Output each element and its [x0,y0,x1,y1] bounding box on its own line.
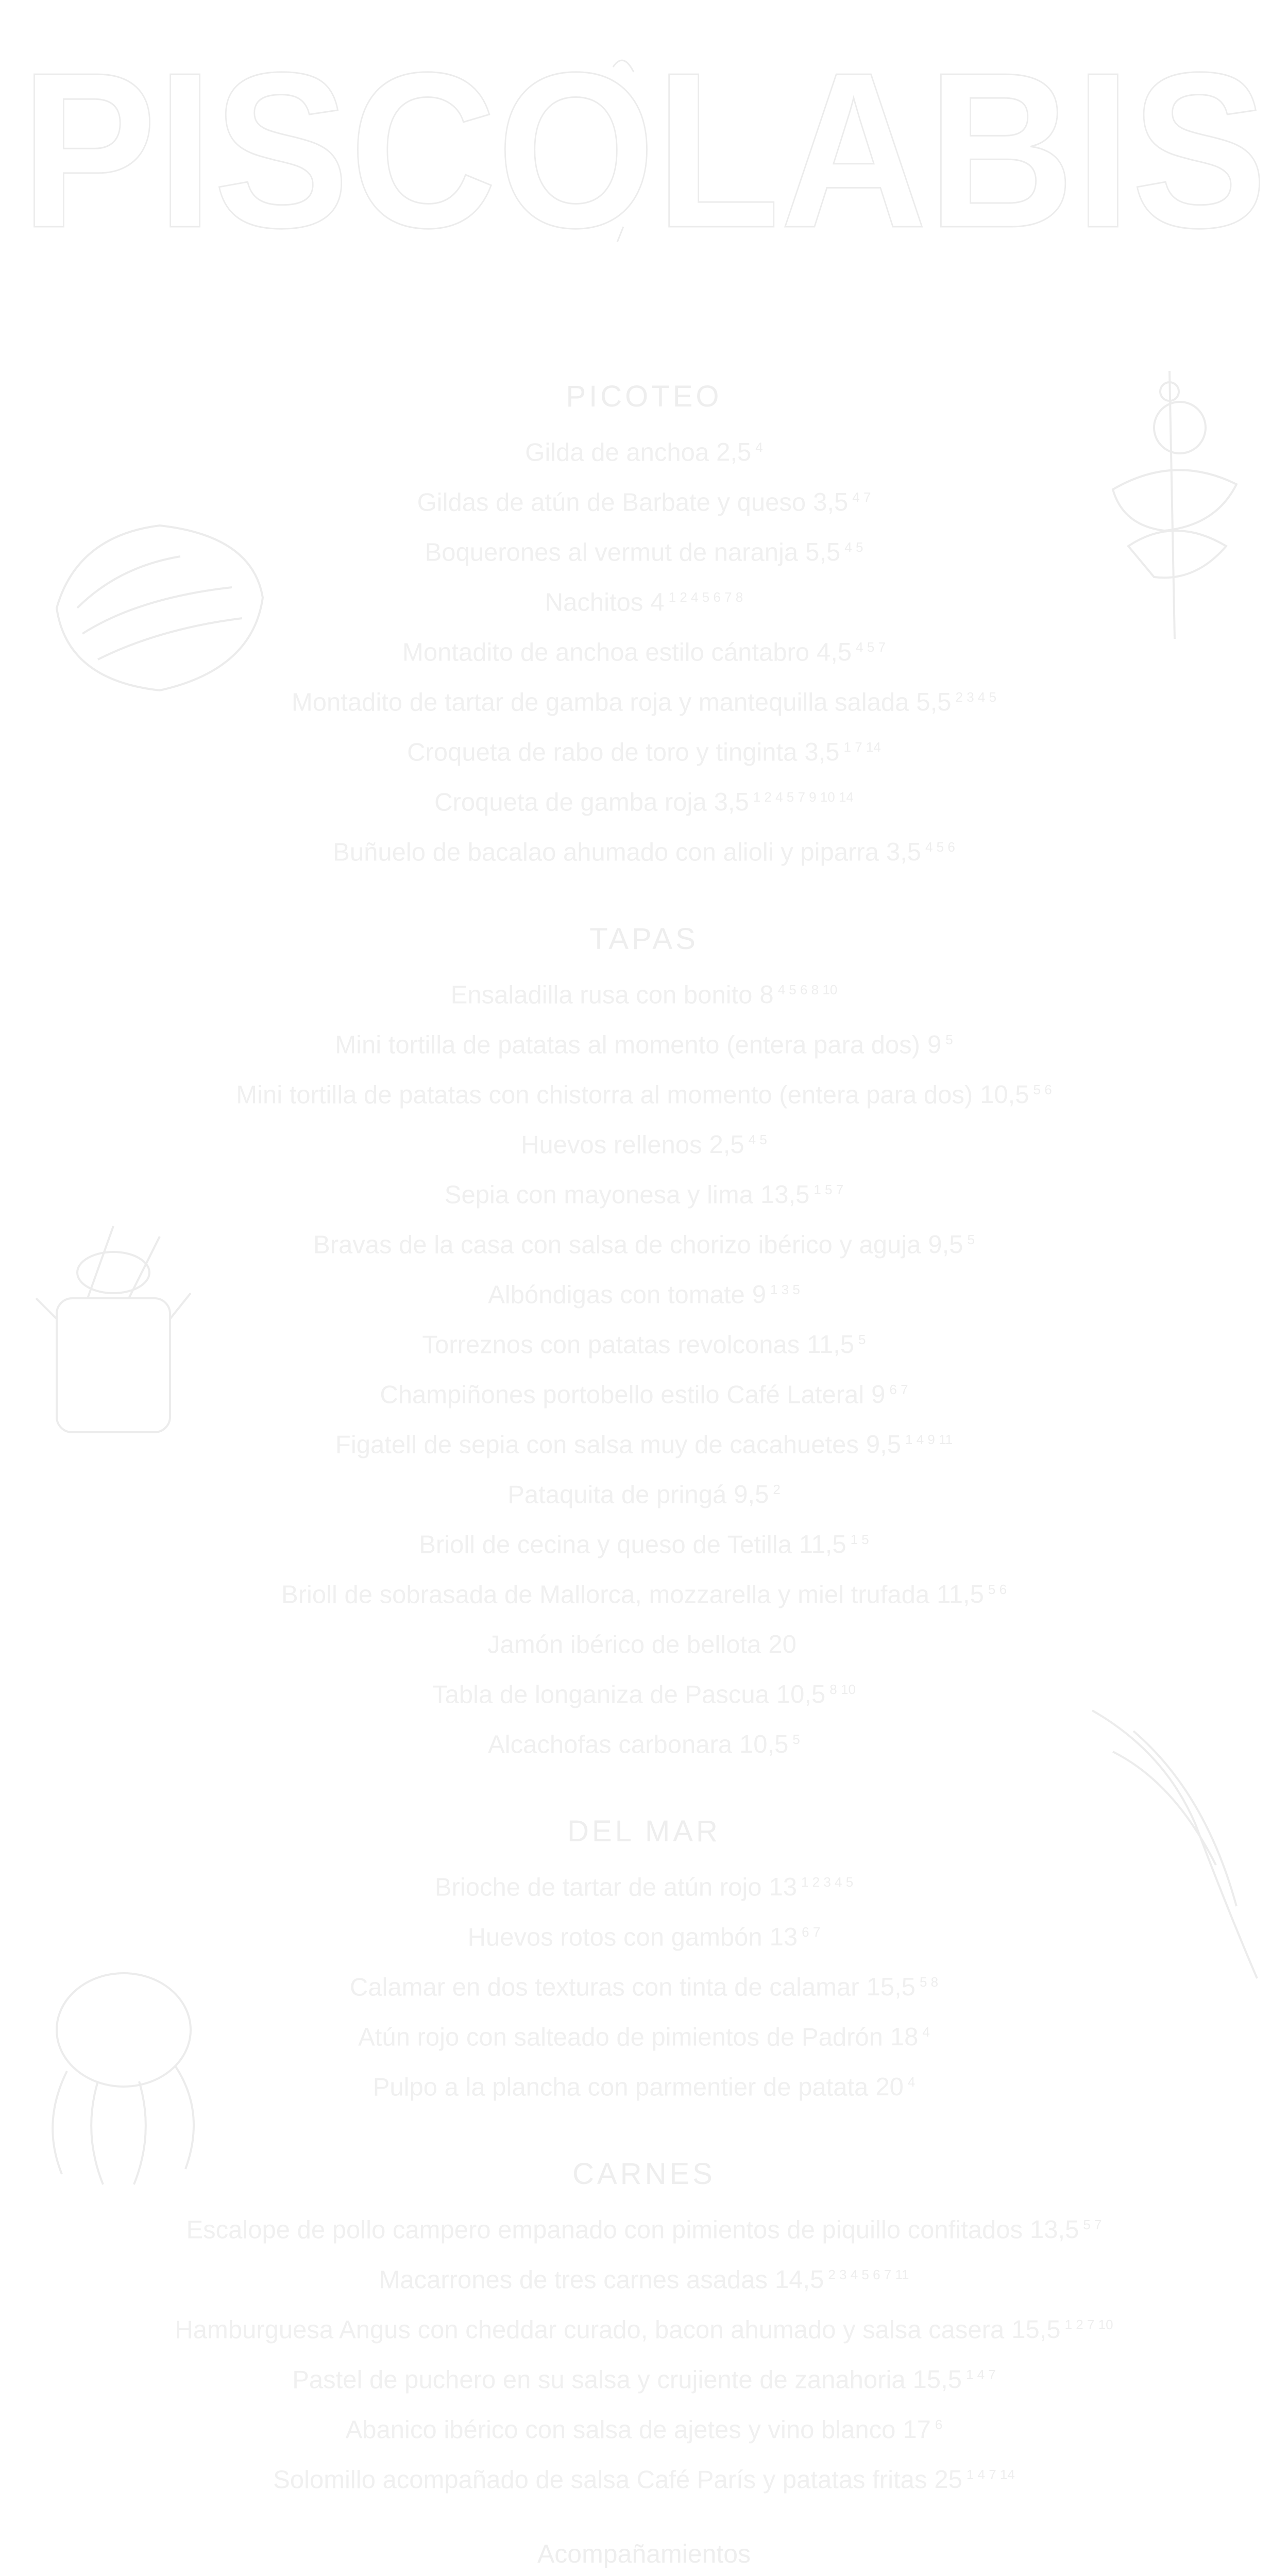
menu-item: Buñuelo de bacalao ahumado con alioli y piparra 3,5 $^{4 5 6}$ [333,838,955,867]
section-title: PICOTEO [566,380,722,413]
section-title: CARNES [572,2157,716,2191]
menu-item: Montadito de anchoa estilo cántabro 4,5 $^{4 5 7}$ [402,638,886,667]
menu-item: Figatell de sepia con salsa muy de cacahuetes 9,5 $^{1 4 9 11}$ [335,1431,953,1459]
menu-item: Alcachofas carbonara 10,5 $^5$ [488,1731,800,1759]
menu-item: Croqueta de gamba roja 3,5 $^{1 2 4 5 7 9 10 14}$ [434,788,854,817]
section-del-mar [0,1806,1288,2107]
menu-item: Pataquita de pringá 9,5 $^2$ [507,1481,781,1509]
menu-item: Escalope de pollo campero empanado con pimientos de piquillo confitados 13,5 $^{5 7}$ [186,2216,1102,2244]
menu-item: Brioll de sobrasada de Mallorca, mozzarella y miel trufada 11,5 $^{5 6}$ [281,1581,1007,1609]
menu-item: Boquerones al vermut de naranja 5,5 $^{4 5}$ [425,538,863,567]
menu-item: Macarrones de tres carnes asadas 14,5 $^{2 3 4 5 6 7 11}$ [379,2266,909,2294]
menu-item: Pastel de puchero en su salsa y crujiente de zanahoria 15,5 $^{1 4 7}$ [292,2366,996,2394]
menu-item: Brioll de cecina y queso de Tetilla 11,5 $^{1 5}$ [419,1531,869,1559]
menu-item: Mini tortilla de patatas con chistorra al momento (entera para dos) 10,5 $^{5 6}$ [236,1081,1052,1109]
logo-text: PISCOLABIS [21,57,1267,242]
menu-item: Solomillo acompañado de salsa Café París y patatas fritas 25 $^{1 4 7 14}$ [273,2466,1015,2494]
menu-item: Atún rojo con salteado de pimientos de Padrón 18 $^4$ [358,2023,930,2052]
menu-item: Brioche de tartar de atún rojo 13 $^{1 2 3 4 5}$ [434,1873,854,1902]
menu-item: Mini tortilla de patatas al momento (entera para dos) 9 $^5$ [335,1031,953,1059]
menu-item: Hamburguesa Angus con cheddar curado, bacon ahumado y salsa casera 15,5 $^{1 2 7 10}$ [175,2316,1113,2344]
menu-item: Gilda de anchoa 2,5 $^4$ [525,438,763,467]
menu-item: Tabla de longaniza de Pascua 10,5 $^{8 10}$ [432,1681,856,1709]
menu-item: Calamar en dos texturas con tinta de calamar 15,5 $^{5 8}$ [349,1973,939,2002]
section-carnes [0,2148,1288,2500]
menu-item: Huevos rellenos 2,5 $^{4 5}$ [521,1131,767,1159]
menu-item: Nachitos 4 $^{1 2 4 5 6 7 8}$ [545,588,743,617]
section-title: TAPAS [589,922,699,956]
menu-item: Ensaladilla rusa con bonito 8 $^{4 5 6 8 10}$ [450,981,838,1009]
sides-title: Acompañamientos [537,2539,751,2568]
menu-item: Gildas de atún de Barbate y queso 3,5 $^{4 7}$ [417,488,871,517]
section-sides [0,2531,1288,2576]
menu-item: Albóndigas con tomate 9 $^{1 3 5}$ [488,1281,800,1309]
menu-item: Champiñones portobello estilo Café Lateral 9 $^{6 7}$ [380,1381,908,1409]
section-title: DEL MAR [567,1815,721,1848]
section-tapas [0,913,1288,1765]
section-picoteo [0,371,1288,872]
menu-item: Torreznos con patatas revolconas 11,5 $^5$ [422,1331,866,1359]
menu-item: Sepia con mayonesa y lima 13,5 $^{1 5 7}$ [444,1181,844,1209]
menu-item: Montadito de tartar de gamba roja y mantequilla salada 5,5 $^{2 3 4 5}$ [291,688,997,717]
logo [15,57,1273,242]
menu-item: Croqueta de rabo de toro y tinginta 3,5 $^{1 7 14}$ [407,738,881,767]
menu-item: Jamón ibérico de bellota 20 [487,1631,796,1659]
menu-item: Huevos rotos con gambón 13 $^{6 7}$ [467,1923,821,1952]
menu-item: Bravas de la casa con salsa de chorizo ibérico y aguja 9,5 $^5$ [313,1231,975,1259]
menu-body [0,371,1288,2576]
menu-item: Pulpo a la plancha con parmentier de patata 20 $^4$ [372,2073,916,2102]
menu-item: Abanico ibérico con salsa de ajetes y vino blanco 17 $^6$ [345,2416,943,2444]
